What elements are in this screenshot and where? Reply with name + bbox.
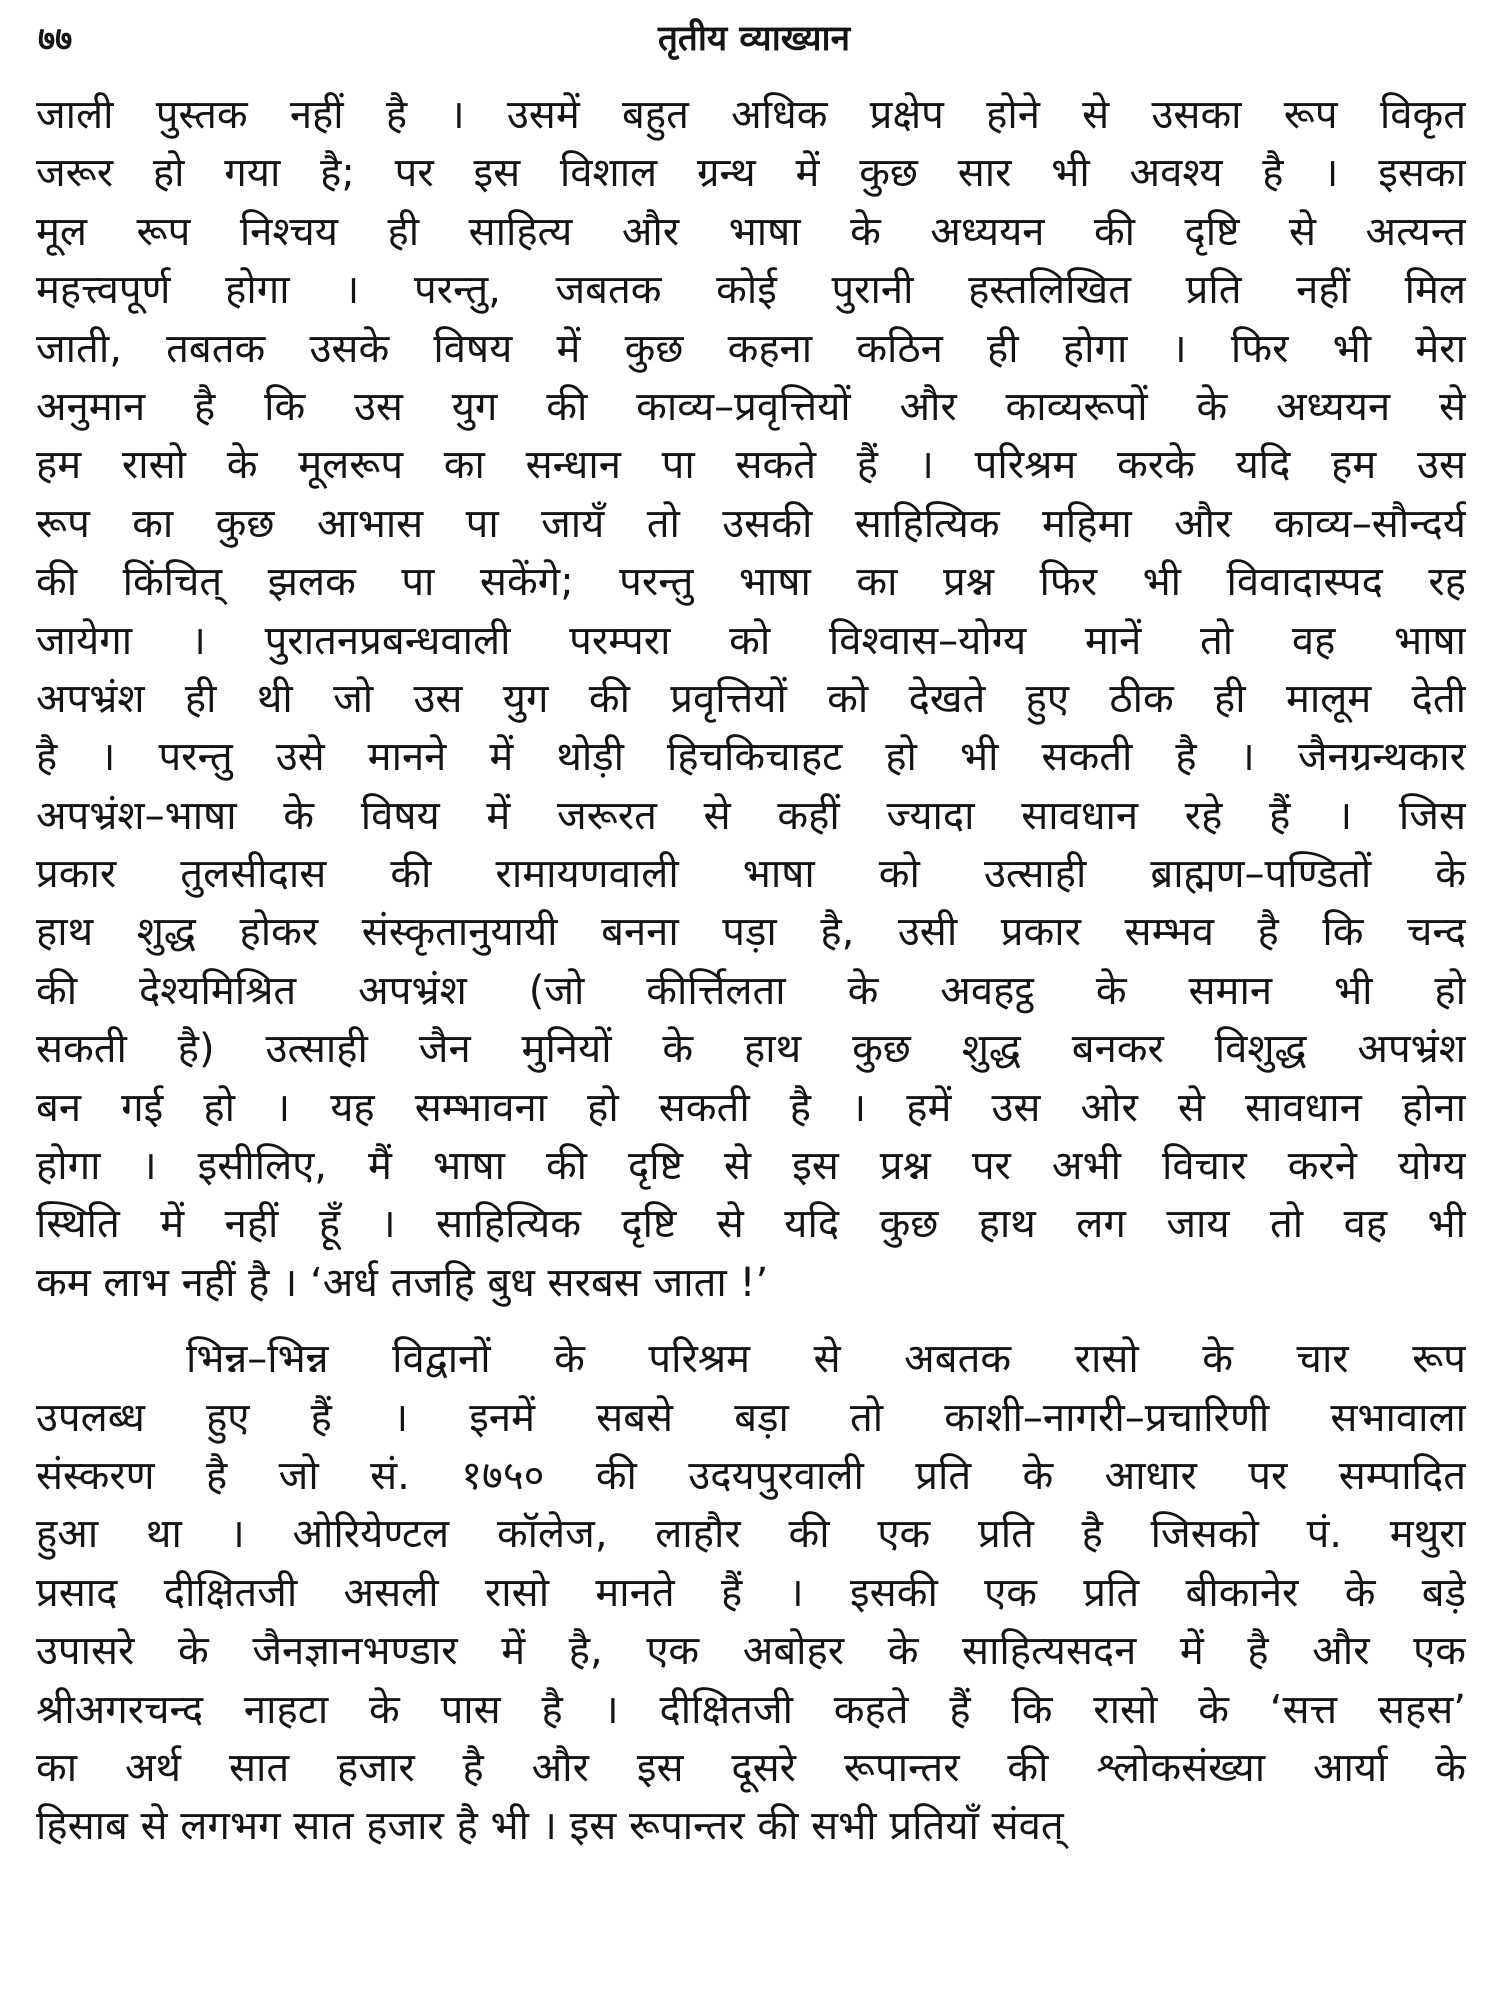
text-line: हिसाब से लगभग सात हजार है भी । इस रूपान्तर की सभी प्रतियाँ संवत् [36,1803,1064,1850]
chapter-title: तृतीय व्याख्यान [657,19,851,59]
text-line: उपासरे के जैनज्ञानभण्डार में है, एक अबोहर के साहित्यसदन में है और एक [36,1628,1466,1675]
text-line: स्थिति में नहीं हूँ । साहित्यिक दृष्टि से यदि कुछ हाथ लग जाय तो वह भी [36,1201,1466,1248]
text-line: जायेगा । पुरातनप्रबन्धवाली परम्परा को विश्वास–योग्य मानें तो वह भाषा [36,617,1466,664]
text-line: महत्त्वपूर्ण होगा । परन्तु, जबतक कोई पुरानी हस्तलिखित प्रति नहीं मिल [36,267,1466,314]
text-line: जरूर हो गया है; पर इस विशाल ग्रन्थ में कुछ सार भी अवश्य है । इसका [36,150,1466,197]
text-line: का अर्थ सात हजार है और इस दूसरे रूपान्तर की श्लोकसंख्या आर्या के [36,1744,1466,1791]
text-line: रूप का कुछ आभास पा जायँ तो उसकी साहित्यिक महिमा और काव्य–सौन्दर्य [36,500,1466,547]
text-line: जाती, तबतक उसके विषय में कुछ कहना कठिन ही होगा । फिर भी मेरा [36,325,1466,372]
text-line: प्रसाद दीक्षितजी असली रासो मानते हैं । इसकी एक प्रति बीकानेर के बड़े [36,1569,1466,1616]
text-line: अपभ्रंश–भाषा के विषय में जरूरत से कहीं ज्यादा सावधान रहे हैं । जिस [36,792,1466,839]
text-line: उपलब्ध हुए हैं । इनमें सबसे बड़ा तो काशी–नागरी–प्रचारिणी सभावाला [36,1394,1466,1441]
text-line: अनुमान है कि उस युग की काव्य–प्रवृत्तियों और काव्यरूपों के अध्ययन से [36,383,1466,430]
text-line: श्रीअगरचन्द नाहटा के पास है । दीक्षितजी कहते हैं कि रासो के ‘सत्त सहस’ [36,1686,1466,1733]
text-line: सकती है) उत्साही जैन मुनियों के हाथ कुछ शुद्ध बनकर विशुद्ध अपभ्रंश [36,1026,1466,1073]
text-line: अपभ्रंश ही थी जो उस युग की प्रवृत्तियों को देखते हुए ठीक ही मालूम देती [36,675,1466,722]
page-number: ७७ [38,19,73,58]
text-line: संस्करण है जो सं. १७५० की उदयपुरवाली प्रति के आधार पर सम्पादित [36,1452,1466,1499]
text-line: है । परन्तु उसे मानने में थोड़ी हिचकिचाहट हो भी सकती है । जैनग्रन्थकार [36,734,1466,781]
text-line: बन गई हो । यह सम्भावना हो सकती है । हमें उस ओर से सावधान होना [36,1084,1466,1131]
text-line: प्रकार तुलसीदास की रामायणवाली भाषा को उत्साही ब्राह्मण–पण्डितों के [36,851,1466,898]
text-line: जाली पुस्तक नहीं है । उसमें बहुत अधिक प्रक्षेप होने से उसका रूप विकृत [36,92,1466,138]
text-line: की देश्यमिश्रित अपभ्रंश (जो कीर्त्तिलता के अवहट्ठ के समान भी हो [36,967,1466,1014]
paragraph-gap [36,1312,1466,1330]
text-line: हुआ था । ओरियेण्टल कॉलेज, लाहौर की एक प्रति है जिसको पं. मथुरा [36,1511,1466,1558]
text-line: हाथ शुद्ध होकर संस्कृतानुयायी बनना पड़ा है, उसी प्रकार सम्भव है कि चन्द [36,909,1466,956]
text-line: कम लाभ नहीं है । ‘अर्ध तजहि बुध सरबस जाता !’ [36,1259,769,1306]
body-text [36,86,1466,1856]
running-header [38,14,1470,64]
text-line: होगा । इसीलिए, मैं भाषा की दृष्टि से इस प्रश्न पर अभी विचार करने योग्य [36,1143,1466,1190]
text-line: हम रासो के मूलरूप का सन्धान पा सकते हैं । परिश्रम करके यदि हम उस [36,442,1466,489]
paragraph [36,86,1466,1312]
text-line: मूल रूप निश्चय ही साहित्य और भाषा के अध्ययन की दृष्टि से अत्यन्त [36,208,1466,255]
text-line: की किंचित् झलक पा सकेंगे; परन्तु भाषा का प्रश्न फिर भी विवादास्पद रह [36,559,1466,606]
paragraph [36,1330,1466,1856]
text-line: भिन्न–भिन्न विद्वानों के परिश्रम से अबतक रासो के चार रूप [186,1336,1466,1383]
